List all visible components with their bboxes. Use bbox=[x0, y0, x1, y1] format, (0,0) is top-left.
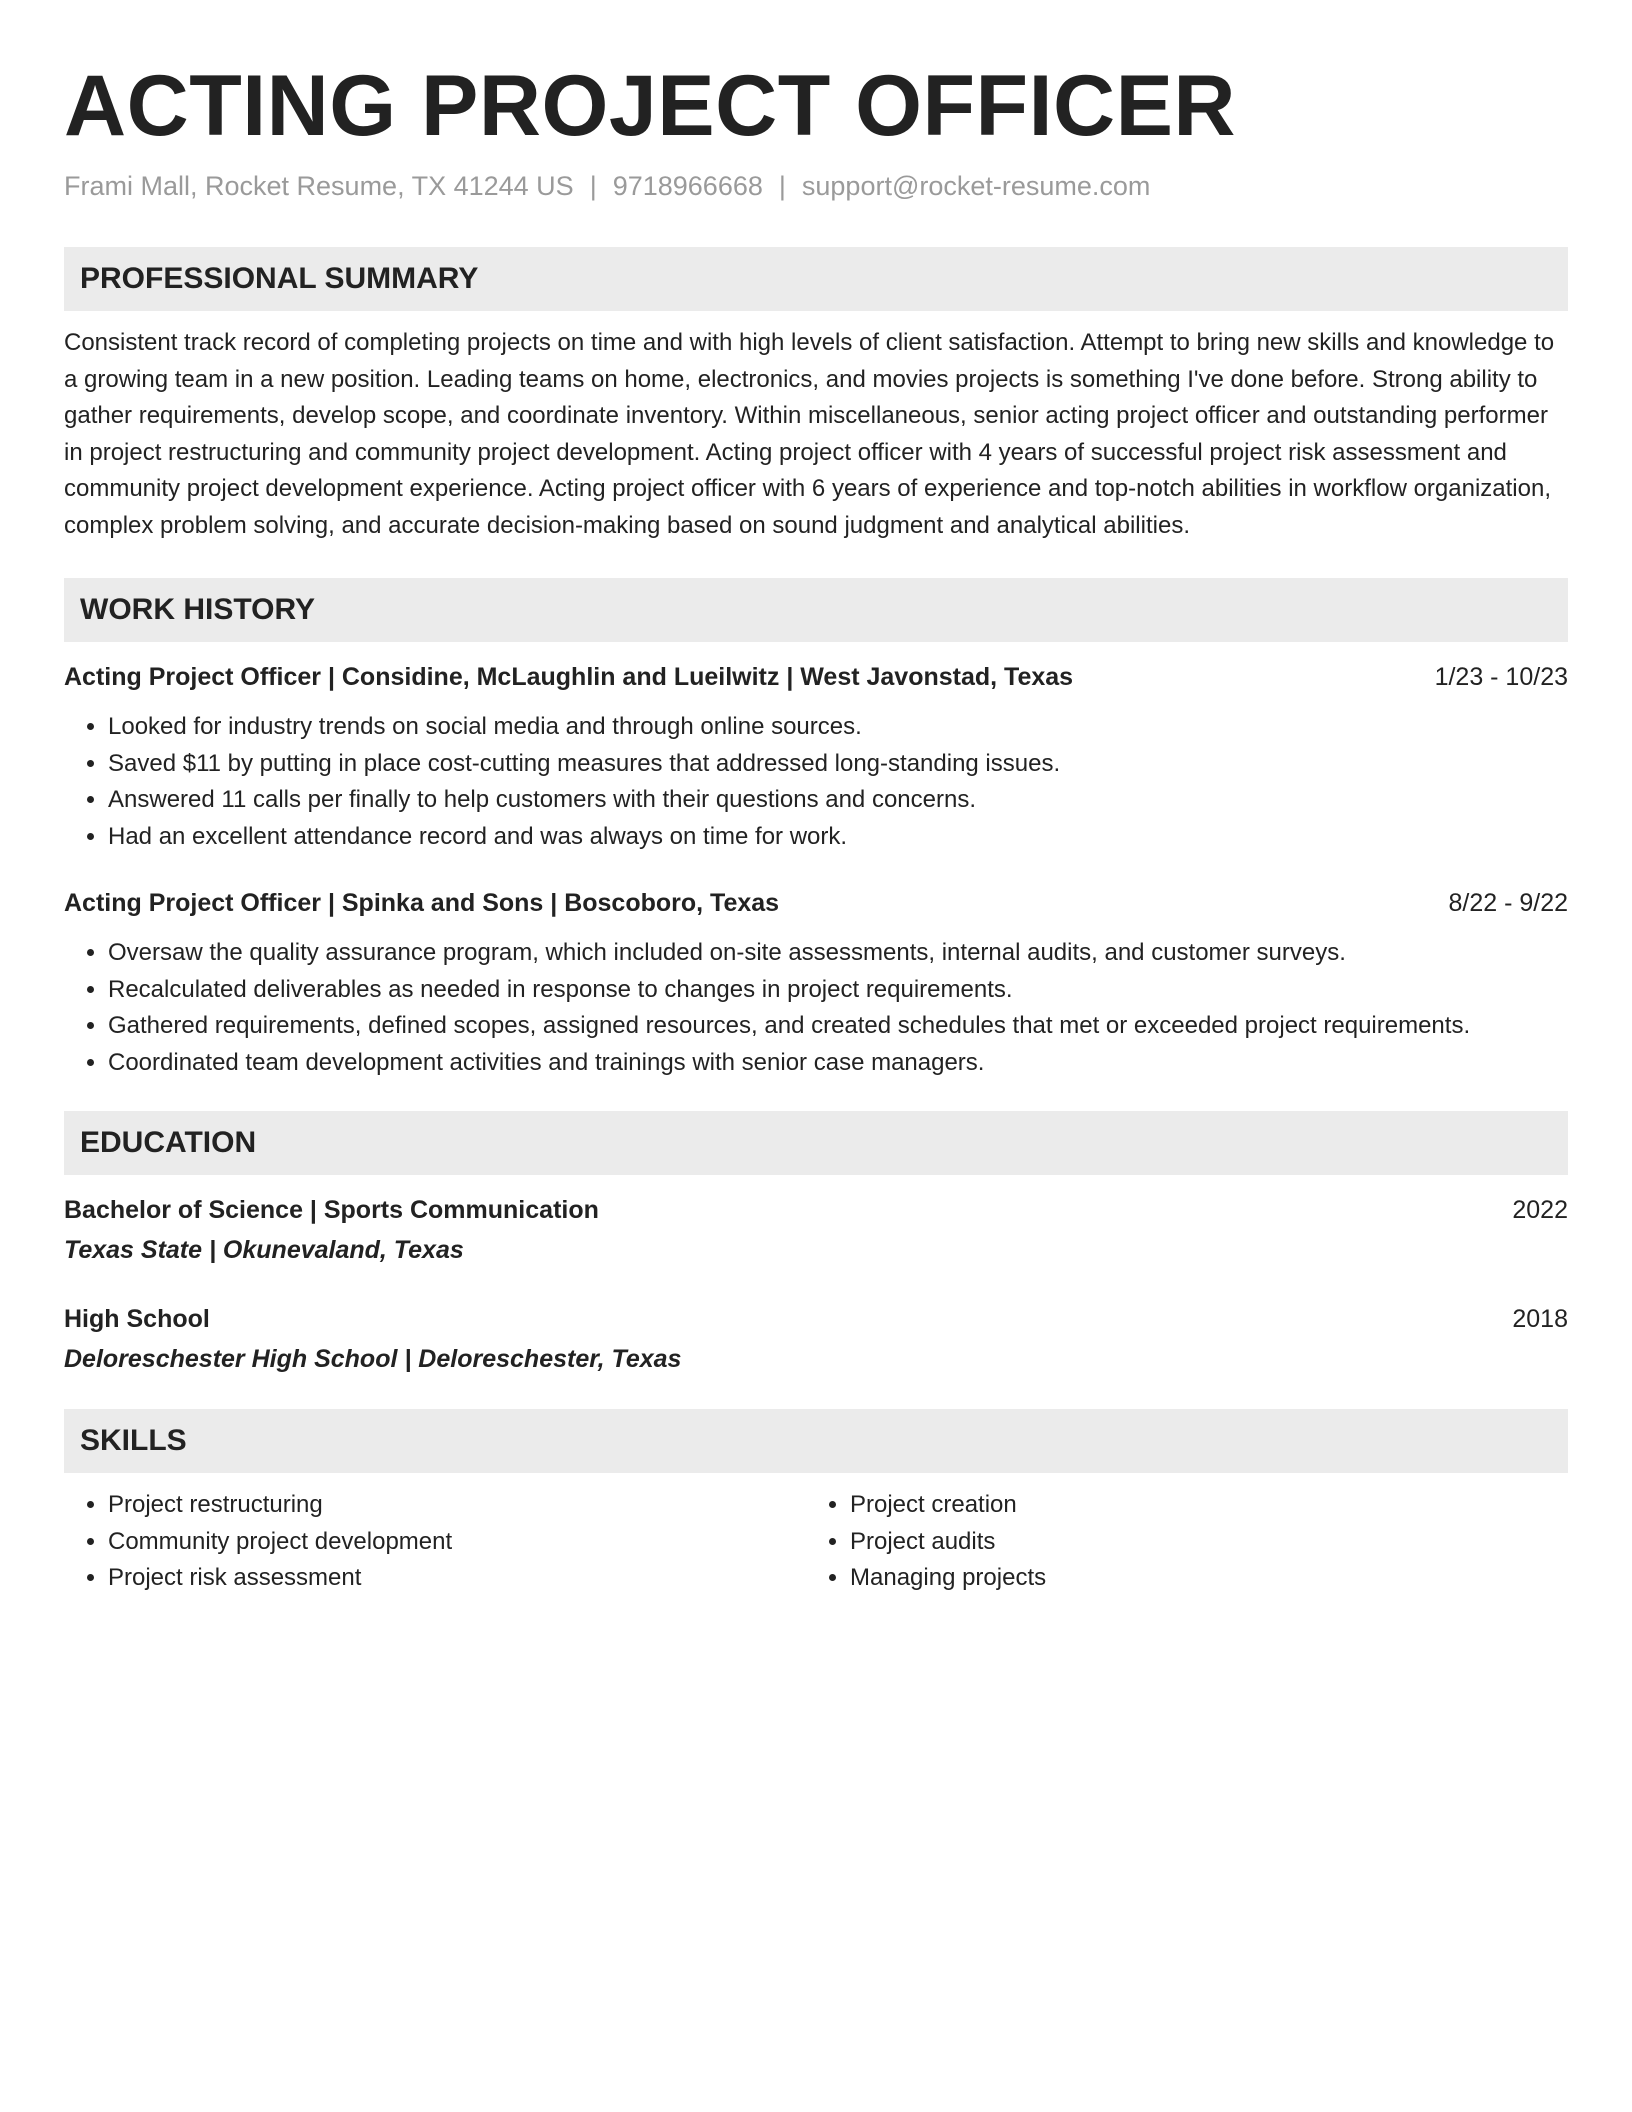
contact-line bbox=[64, 168, 1568, 204]
skill-item: • Project risk assessment bbox=[108, 1560, 806, 1597]
education-entry bbox=[64, 1301, 1568, 1377]
resume-page bbox=[64, 56, 1568, 1597]
skill-item: • Community project development bbox=[108, 1524, 806, 1561]
job-bullets bbox=[64, 709, 1568, 855]
job-bullets bbox=[64, 935, 1568, 1081]
list-item: • Coordinated team development activities and trainings with senior case managers. bbox=[108, 1045, 1568, 1082]
contact-phone: 9718966668 bbox=[612, 171, 763, 201]
section-header-work-history: WORK HISTORY bbox=[64, 578, 1568, 642]
section-header-skills: SKILLS bbox=[64, 1409, 1568, 1473]
education-school: Deloreschester High School | Deloreschester, Texas bbox=[64, 1345, 682, 1373]
education-degree: Bachelor of Science | Sports Communication bbox=[64, 1196, 599, 1224]
contact-separator: | bbox=[589, 171, 597, 201]
job-heading: Acting Project Officer | Spinka and Sons | Boscoboro, Texas bbox=[64, 889, 780, 917]
education-entry bbox=[64, 1192, 1568, 1268]
job-dates: 1/23 - 10/23 bbox=[1434, 663, 1568, 691]
education-degree: High School bbox=[64, 1305, 210, 1333]
skills-list-right bbox=[806, 1487, 1548, 1597]
list-item: • Saved $11 by putting in place cost-cutting measures that addressed long-standing issues. bbox=[108, 746, 1568, 783]
contact-address: Frami Mall, Rocket Resume, TX 41244 US bbox=[64, 171, 574, 201]
education-year: 2018 bbox=[1512, 1305, 1568, 1333]
list-item: • Gathered requirements, defined scopes, assigned resources, and created schedules that met or exceeded project requirements. bbox=[108, 1008, 1568, 1045]
skill-item: • Managing projects bbox=[850, 1560, 1548, 1597]
job-entry bbox=[64, 885, 1568, 1081]
education-year: 2022 bbox=[1512, 1196, 1568, 1224]
skill-item: • Project restructuring bbox=[108, 1487, 806, 1524]
job-heading: Acting Project Officer | Considine, McLaughlin and Lueilwitz | West Javonstad, Texas bbox=[64, 663, 1074, 691]
contact-email: support@rocket-resume.com bbox=[801, 171, 1151, 201]
summary-text: Consistent track record of completing projects on time and with high levels of client satisfaction. Attempt to bring new skills and knowledge to a growing team in a new position. Leading teams on home, electronics, and movies projects is something I've done before. Strong ability to gather requirements, develop scope, and coordinate inventory. Within miscellaneous, senior acting project officer and outstanding performer in project restructuring and community project development. Acting project officer with 4 years of successful project risk assessment and community project development experience. Acting project officer with 6 years of experience and top-notch abilities in workflow organization, complex problem solving, and accurate decision-making based on sound judgment and analytical abilities. bbox=[64, 329, 1555, 539]
list-item: • Recalculated deliverables as needed in response to changes in project requirements. bbox=[108, 972, 1568, 1009]
list-item: • Had an excellent attendance record and was always on time for work. bbox=[108, 819, 1568, 856]
education-header bbox=[64, 1301, 1568, 1337]
section-header-summary: PROFESSIONAL SUMMARY bbox=[64, 247, 1568, 311]
job-entry bbox=[64, 659, 1568, 855]
education-header bbox=[64, 1192, 1568, 1228]
section-header-education: EDUCATION bbox=[64, 1111, 1568, 1175]
contact-separator: | bbox=[778, 171, 786, 201]
list-item: • Oversaw the quality assurance program, which included on-site assessments, internal audits, and customer surveys. bbox=[108, 935, 1568, 972]
resume-name: ACTING PROJECT OFFICER bbox=[64, 58, 1237, 154]
skills-list-left bbox=[64, 1487, 806, 1597]
list-item: • Looked for industry trends on social media and through online sources. bbox=[108, 709, 1568, 746]
job-dates: 8/22 - 9/22 bbox=[1448, 889, 1568, 917]
skill-item: • Project creation bbox=[850, 1487, 1548, 1524]
skills-columns bbox=[64, 1487, 1568, 1597]
list-item: • Answered 11 calls per finally to help customers with their questions and concerns. bbox=[108, 782, 1568, 819]
education-school: Texas State | Okunevaland, Texas bbox=[64, 1236, 464, 1264]
job-header bbox=[64, 659, 1568, 695]
skill-item: • Project audits bbox=[850, 1524, 1548, 1561]
job-header bbox=[64, 885, 1568, 921]
